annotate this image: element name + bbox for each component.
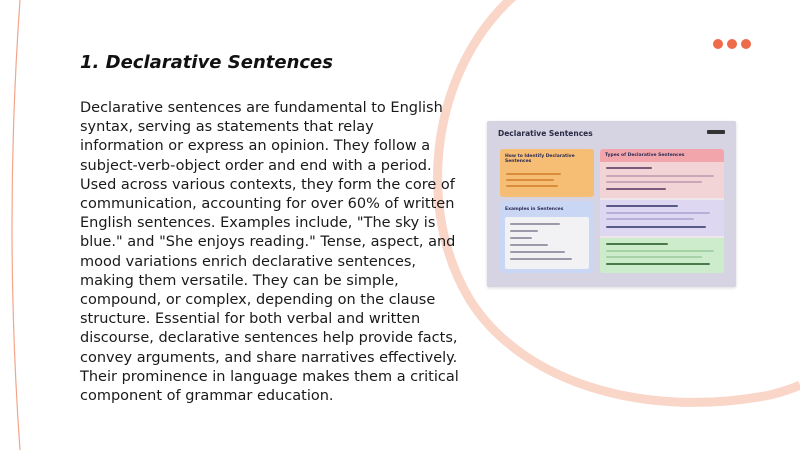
slide-title: 1. Declarative Sentences bbox=[80, 52, 333, 73]
thumbnail-card-types bbox=[600, 149, 724, 273]
card-heading: How to Identify Declarative Sentences bbox=[505, 154, 575, 164]
dot-icon bbox=[741, 39, 751, 49]
card-heading: Examples in Sentences bbox=[505, 207, 564, 212]
large-decorative-arc-tail bbox=[770, 385, 800, 395]
dot-icon bbox=[713, 39, 723, 49]
slide-thumbnail[interactable] bbox=[487, 121, 736, 287]
left-edge-arc bbox=[12, 0, 20, 450]
thumbnail-card-identify bbox=[500, 149, 594, 197]
thumbnail-card-examples bbox=[500, 201, 594, 273]
card-heading: Types of Declarative Sentences bbox=[605, 153, 685, 158]
dot-icon bbox=[727, 39, 737, 49]
thumbnail-title: Declarative Sentences bbox=[498, 129, 593, 138]
more-options-dots[interactable] bbox=[713, 39, 751, 49]
thumbnail-button bbox=[707, 130, 725, 134]
slide-body-text: Declarative sentences are fundamental to English syntax, serving as statements that relay information or express an opinion. They follow a subject-verb-object order and end with a period. Used across various contexts, they form the core of communication, accounting for over 60% of written English sentences. Examples include, "The sky is blue." and "She enjoys reading." Tense, aspect, and mood variations enrich declarative sentences, making them versatile. They can be simple, compound, or complex, depending on the clause structure. Essential for both verbal and written discourse, declarative sentences help provide facts, convey arguments, and share narratives effectively. Their prominence in language makes them a critical component of grammar education. bbox=[80, 100, 459, 405]
